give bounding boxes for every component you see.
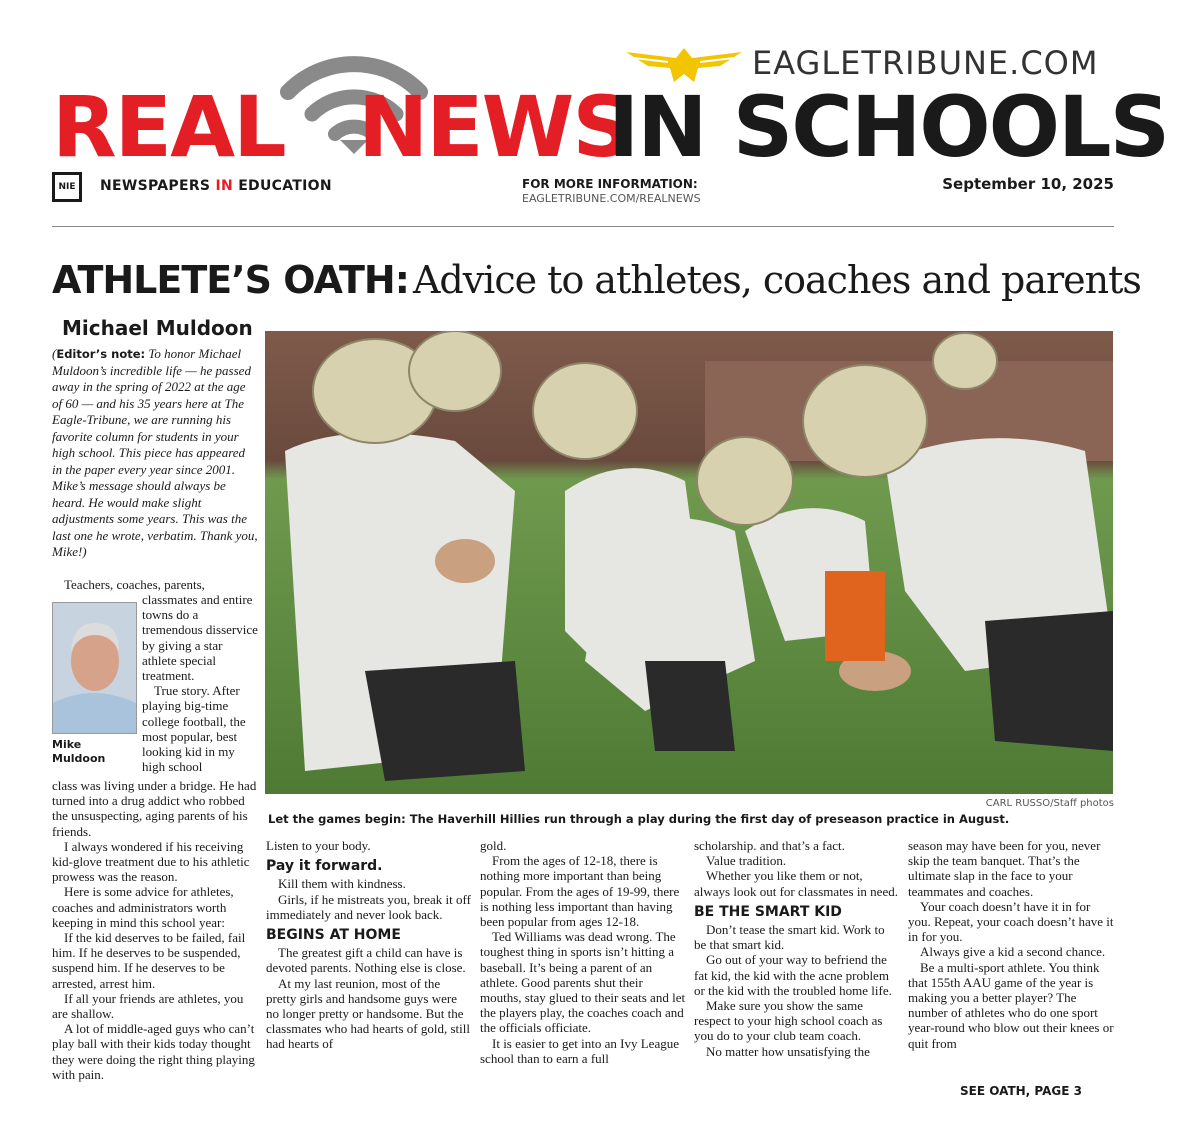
title-real: REAL (52, 78, 285, 176)
body-col1-lead (52, 577, 258, 592)
subhead-pay-it-forward: Pay it forward. (266, 858, 383, 875)
body-col1 (52, 778, 258, 1082)
title-in-schools: IN SCHOOLS (608, 78, 1169, 176)
body-col5 (908, 838, 1114, 1051)
paragraph: Teachers, coaches, parents, (64, 577, 205, 592)
subhead-begins-at-home: BEGINS AT HOME (266, 927, 401, 944)
paragraph: From the ages of 12-18, there is nothing more important than being popular. From the ages of 19-99, there is nothing less important than having been popular from ages 12-18. (480, 853, 680, 930)
info-url: EAGLETRIBUNE.COM/REALNEWS (522, 192, 701, 205)
paragraph: Kill them with kindness. (278, 876, 406, 892)
paragraph: Ted Williams was dead wrong. The toughest thing in sports isn’t hitting a baseball. It’s being a parent of an athlete. Good parents shut their mouths, stay glued to their seats and let the players play, the coaches coach and the officials officiate. (480, 929, 686, 1036)
paragraph: season may have been for you, never skip the team banquet. That’s the ultimate slap in the face to your teammates and coaches. (908, 838, 1101, 899)
paragraph: Listen to your body. (266, 838, 371, 853)
paragraph: Always give a kid a second chance. (920, 944, 1106, 960)
paragraph: At my last reunion, most of the pretty girls and handsome guys were no longer pretty or handsome. But the classmates who had hearts of gold, still had hearts of (266, 975, 470, 1052)
paragraph: classmates and entire towns do a tremendous disservice by giving a star athlete special treatment. (142, 592, 258, 684)
body-col2 (266, 838, 472, 1052)
masthead-divider (52, 226, 1114, 227)
paragraph: It is easier to get into an Ivy League school than to earn a full (480, 1035, 679, 1066)
photo-credit: CARL RUSSO/Staff photos (985, 798, 1114, 809)
headline-kicker: ATHLETE’S OATH: (52, 258, 409, 302)
paragraph: True story. After playing big-time college football, the most popular, best looking kid in my high school (142, 683, 246, 775)
byline: Michael Muldoon (62, 316, 253, 340)
football-practice-photo (265, 331, 1113, 794)
paragraph: Whether you like them or not, always look out for classmates in need. (694, 868, 898, 899)
mugshot-caption: Mike Muldoon (52, 738, 106, 765)
site-url: EAGLETRIBUNE.COM (752, 44, 1099, 82)
editors-note: (Editor’s note: To honor Michael Muldoon’s incredible life — he passed away in the spring of 2022 at the age of 60 — and his 35 years here at The Eagle-Tribune, we are running his favorite column for students in your high school. This piece has appeared in the paper every year since 2001. Mike’s message should always be heard. He would make slight adjustments some years. This was the last one he wrote, verbatim. Thank you, Mike!) (52, 346, 258, 559)
paragraph: If the kid deserves to be failed, fail him. If he deserves to be suspended, suspend him. If he deserves to be arrested, arrest him. (52, 930, 246, 991)
paragraph: Value tradition. (706, 853, 787, 869)
paragraph: Your coach doesn’t have it in for you. Repeat, your coach doesn’t have it in for you. (908, 898, 1114, 945)
paragraph: Go out of your way to befriend the fat kid, the kid with the acne problem or the kid with the troubled home life. (694, 952, 892, 998)
jump-line: SEE OATH, PAGE 3 (960, 1084, 1082, 1098)
masthead-subhead (52, 172, 1114, 212)
paragraph: Be a multi-sport athlete. You think that 155th AAU game of the year is making you a better player? The number of athletes who do one sport year-round who blow out their knees or quit from (908, 959, 1114, 1051)
issue-date: September 10, 2025 (942, 175, 1114, 193)
paragraph: Here is some advice for athletes, coaches and administrators worth keeping in mind this school year: (52, 884, 234, 930)
article-headline (52, 258, 1141, 302)
nie-label: NEWSPAPERS IN EDUCATION (100, 178, 332, 194)
paragraph: Don’t tease the smart kid. Work to be that smart kid. (694, 922, 885, 953)
paragraph: A lot of middle-aged guys who can’t play ball with their kids today thought they were doing the right thing playing with pain. (52, 1021, 255, 1082)
paragraph: The greatest gift a child can have is devoted parents. Nothing else is close. (266, 945, 466, 976)
title-news: NEWS (358, 78, 631, 176)
masthead (52, 38, 1169, 176)
photo-caption: Let the games begin: The Haverhill Hillies run through a play during the first day of preseason practice in August. (268, 812, 1010, 826)
paragraph: I always wondered if his receiving kid-glove treatment due to his athletic prowess was the reason. (52, 838, 250, 885)
body-col3 (480, 838, 686, 1066)
body-col4 (694, 838, 900, 1059)
eagle-logo-icon (624, 44, 744, 88)
paragraph: gold. (480, 838, 507, 853)
paragraph: Make sure you show the same respect to your high school coach as you do to your club team coach. (694, 998, 883, 1044)
body-col1-wrap (142, 592, 260, 774)
paragraph: scholarship. and that’s a fact. (694, 838, 845, 853)
subhead-smart-kid: BE THE SMART KID (694, 903, 842, 920)
headline-text: Advice to athletes, coaches and parents (412, 258, 1141, 302)
paragraph: class was living under a bridge. He had turned into a drug addict who robbed the unsuspecting, aging parents of his friends. (52, 778, 257, 839)
author-mugshot (52, 602, 137, 734)
info-label: FOR MORE INFORMATION: (522, 177, 698, 191)
nie-badge: NIE (52, 172, 82, 202)
paragraph: No matter how unsatisfying the (706, 1043, 870, 1059)
paragraph: Girls, if he mistreats you, break it off immediately and never look back. (266, 891, 471, 922)
paragraph: If all your friends are athletes, you are shallow. (52, 990, 244, 1022)
